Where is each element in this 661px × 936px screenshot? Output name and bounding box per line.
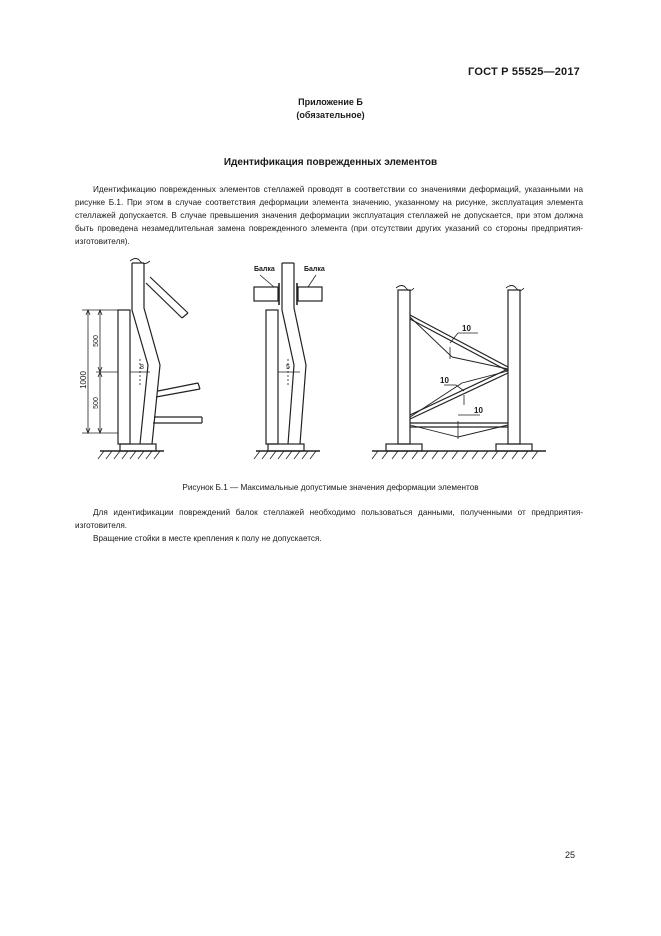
beam-left-label: Балка (254, 266, 275, 273)
annex-title: Приложение Б (298, 97, 363, 107)
dim-upper-label: 500 (93, 335, 100, 347)
deform-upright-label: 8 (140, 364, 144, 371)
paragraph-3: Вращение стойки в месте крепления к полу не допускается. (93, 534, 322, 543)
panel-upright-deformation (82, 259, 202, 460)
panel-frame-braces (372, 286, 546, 460)
beam-right-label: Балка (304, 266, 325, 273)
closing-paragraphs (75, 506, 583, 545)
page-number: 25 (564, 850, 575, 860)
deform-second-label: 5 (286, 364, 290, 371)
paragraph-2: Для идентификации повреждений балок стеллажей необходимо пользоваться данными, полученными от предприятия-изготовителя. (75, 508, 583, 530)
annex-heading (0, 96, 661, 122)
deformation-figure (60, 255, 560, 470)
annex-status: (обязательное) (296, 110, 365, 120)
brace-2-label: 10 (440, 376, 449, 385)
section-title: Идентификация поврежденных элементов (223, 157, 438, 168)
brace-1-label: 10 (462, 324, 471, 333)
intro-paragraph (75, 183, 583, 248)
brace-3-label: 10 (474, 406, 483, 415)
dim-lower-label: 500 (93, 397, 100, 409)
standard-code: ГОСТ Р 55525—2017 (468, 66, 580, 78)
panel-beam-connection (254, 263, 322, 459)
dim-total-label: 1000 (79, 371, 88, 389)
paragraph-1: Идентификацию поврежденных элементов стеллажей проводят в соответствии со значениями деформаций, указанными на рисунке Б.1. При этом в случае соответствия деформации элемента значению, указанному на рисунке, эксплуатация элемента стеллажей допускается. В случае превышения значения деформации эксплуатация стеллажей не допускается, при этом должна быть проведена незамедлительная замена поврежденного элемента (при отсутствии других указаний со стороны предприятия-изготовителя). (75, 185, 583, 246)
figure-caption: Рисунок Б.1 — Максимальные допустимые значения деформации элементов (182, 483, 479, 492)
